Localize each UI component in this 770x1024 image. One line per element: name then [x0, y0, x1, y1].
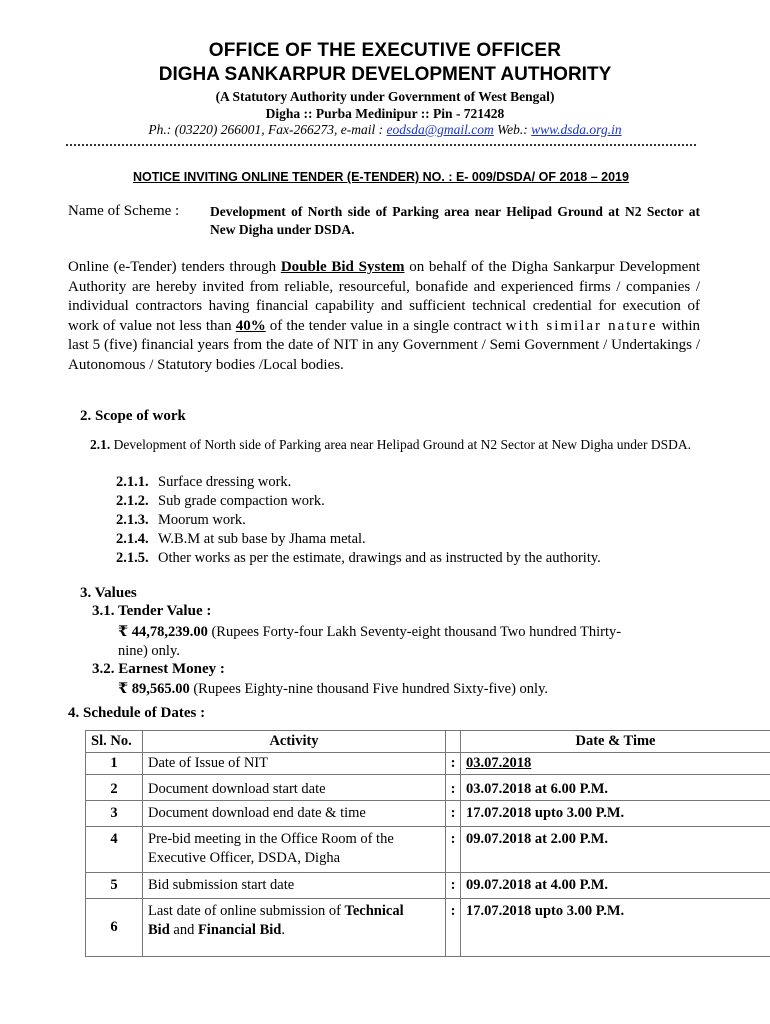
row-activity: Date of Issue of NIT — [143, 753, 446, 775]
row-colon: : — [446, 801, 461, 827]
row-colon: : — [446, 899, 461, 957]
table-row — [86, 899, 770, 957]
scope-item-text: Surface dressing work. — [158, 474, 292, 490]
earnest-amount: ₹ 89,565.00 — [118, 681, 190, 697]
schedule-table — [85, 730, 770, 957]
row-sl: 2 — [86, 775, 143, 801]
earnest-money-label: 3.2. Earnest Money : — [92, 661, 225, 677]
scope-sub-item — [90, 435, 700, 454]
row6-financial: Financial Bid — [197, 922, 282, 938]
table-row — [86, 753, 770, 775]
row-activity: Pre-bid meeting in the Office Room of the Executive Officer, DSDA, Digha — [143, 827, 446, 873]
intro-paragraph — [68, 258, 700, 375]
tender-value-label: 3.1. Tender Value : — [92, 603, 212, 619]
row-activity: Document download end date & time — [143, 801, 446, 827]
website-link[interactable]: www.dsda.org.in — [531, 122, 622, 137]
row-colon: : — [446, 827, 461, 873]
row6-end: . — [281, 922, 285, 938]
row6-technical: Technical — [344, 903, 404, 919]
address-line: Digha :: Purba Medinipur :: Pin - 721428 — [265, 106, 505, 121]
percent-value: 40% — [235, 317, 266, 334]
statutory-line: (A Statutory Authority under Government of West Bengal) — [215, 89, 555, 104]
office-title: OFFICE OF THE EXECUTIVE OFFICER — [208, 40, 562, 61]
scope-sub-num: 2.1. — [90, 437, 111, 452]
intro-text-2: on behalf of the Digha Sankarpur Development Authority are hereby invited from reliable, resourceful, bonafide and experienced firms / companies / individual contractors having financial capability and sufficient technical credential for execution of work of value not less than — [68, 259, 701, 334]
row6-and: and — [169, 922, 198, 938]
row-colon: : — [446, 873, 461, 899]
scope-item-num: 2.1.3. — [116, 512, 149, 528]
row-date: 09.07.2018 at 4.00 P.M. — [461, 873, 770, 899]
row6-activity-text: Last date of online submission of — [148, 903, 345, 919]
scope-item — [116, 531, 366, 548]
row-colon: : — [446, 775, 461, 801]
scope-heading: 2. Scope of work — [80, 408, 186, 424]
table-row — [86, 873, 770, 899]
tender-amount: ₹ 44,78,239.00 — [118, 624, 208, 640]
web-prefix: Web.: — [493, 122, 532, 137]
header-sl-no: Sl. No. — [86, 731, 143, 753]
scope-item-text: Moorum work. — [158, 512, 246, 528]
scope-item — [116, 474, 291, 491]
earnest-words: (Rupees Eighty-nine thousand Five hundred Sixty-five) only. — [189, 681, 548, 697]
intro-text-4: within last 5 (five) financial years from the date of NIT in any Government / Semi Government / Undertakings / Autonomous / Statutory bodies /Local bodies. — [68, 317, 700, 373]
values-heading: 3. Values — [80, 585, 137, 601]
scope-item-text: Other works as per the estimate, drawings and as instructed by the authority. — [158, 550, 601, 566]
similar-nature: with similar nature — [505, 317, 658, 334]
tender-value — [118, 623, 703, 661]
row-date: 17.07.2018 upto 3.00 P.M. — [461, 899, 770, 957]
scheme-text: Development of North side of Parking area near Helipad Ground at N2 Sector at New Digha under DSDA. — [210, 204, 700, 237]
scope-item — [116, 512, 246, 529]
schedule-heading: 4. Schedule of Dates : — [68, 705, 206, 721]
contact-line — [0, 122, 770, 138]
row-date: 17.07.2018 upto 3.00 P.M. — [461, 801, 770, 827]
scheme-label: Name of Scheme : — [68, 203, 180, 219]
tender-words: (Rupees Forty-four Lakh Seventy-eight thousand Two hundred Thirty- — [207, 624, 622, 640]
row-colon: : — [446, 753, 461, 775]
header-colon — [446, 731, 461, 753]
header-activity: Activity — [143, 731, 446, 753]
table-row — [86, 775, 770, 801]
intro-text-3: of the tender value in a single contract — [265, 317, 506, 334]
table-row — [86, 827, 770, 873]
row-date: 03.07.2018 at 6.00 P.M. — [461, 775, 770, 801]
scope-item-text: W.B.M at sub base by Jhama metal. — [158, 531, 366, 547]
row-sl: 4 — [86, 827, 143, 873]
scope-item-text: Sub grade compaction work. — [158, 493, 325, 509]
row-date: 09.07.2018 at 2.00 P.M. — [461, 827, 770, 873]
email-link[interactable]: eodsda@gmail.com — [386, 122, 494, 137]
table-header-row — [86, 731, 770, 753]
header-divider — [66, 144, 696, 146]
scope-item-num: 2.1.1. — [116, 474, 149, 490]
row6-bid: Bid — [148, 922, 170, 938]
row-activity: Bid submission start date — [143, 873, 446, 899]
intro-text-1: Online (e-Tender) tenders through — [68, 259, 281, 275]
earnest-money — [118, 680, 703, 699]
row-sl: 3 — [86, 801, 143, 827]
row-sl: 6 — [86, 899, 143, 957]
scope-item-num: 2.1.2. — [116, 493, 149, 509]
scope-item-num: 2.1.4. — [116, 531, 149, 547]
table-row — [86, 801, 770, 827]
contact-prefix: Ph.: (03220) 266001, Fax-266273, e-mail : — [148, 122, 387, 137]
row-sl: 5 — [86, 873, 143, 899]
tender-words-end: nine) only. — [118, 643, 180, 659]
row-activity: Document download start date — [143, 775, 446, 801]
notice-title: NOTICE INVITING ONLINE TENDER (E-TENDER) NO. : E- 009/DSDA/ OF 2018 – 2019 — [133, 170, 629, 184]
scope-item — [116, 550, 601, 567]
row-activity — [143, 899, 446, 957]
scope-sub-text: Development of North side of Parking area near Helipad Ground at N2 Sector at New Digha under DSDA. — [110, 437, 691, 452]
scope-item-num: 2.1.5. — [116, 550, 149, 566]
row-date: 03.07.2018 — [461, 753, 770, 775]
row-sl: 1 — [86, 753, 143, 775]
scope-item — [116, 493, 325, 510]
authority-title: DIGHA SANKARPUR DEVELOPMENT AUTHORITY — [158, 64, 612, 85]
header-date-time: Date & Time — [461, 731, 770, 753]
bid-system: Double Bid System — [280, 259, 405, 275]
